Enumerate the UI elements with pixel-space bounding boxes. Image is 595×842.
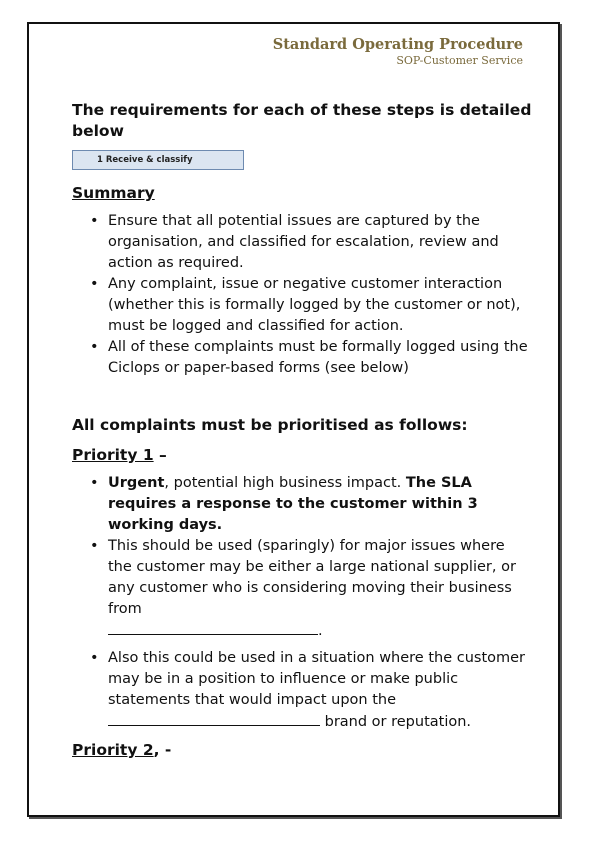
header-subtitle: SOP-Customer Service [396, 54, 523, 67]
priority1-label: Priority 1 [72, 446, 154, 464]
summary-list [90, 211, 530, 379]
priority1-bullet3-text: Also this could be used in a situation where the customer may be in a position to influence or make public statements that would impact upon the [108, 650, 526, 708]
priority2-heading [72, 740, 532, 760]
priority2-label: Priority 2 [72, 741, 154, 759]
priority1-bullet2-text: This should be used (sparingly) for major issues where the customer may be either a large national supplier, or any customer who is considering moving their business from [108, 538, 516, 617]
summary-item-text: Any complaint, issue or negative customer interaction (whether this is formally logged by the customer or not), must be logged and classified for action. [108, 276, 521, 334]
priority1-bullet2-end: . [318, 623, 323, 639]
list-item [90, 211, 530, 274]
priority1-list [90, 473, 530, 733]
summary-heading: Summary [72, 184, 155, 202]
list-item [90, 473, 530, 536]
fill-in-blank[interactable] [108, 620, 318, 635]
list-item [90, 337, 530, 379]
list-item [90, 274, 530, 337]
priority2-suffix: , - [153, 741, 172, 759]
urgent-label: Urgent [108, 475, 165, 491]
sla-statement: The SLA requires a response to the customer within 3 working days. [108, 475, 478, 533]
priority1-heading [72, 445, 532, 465]
priority1-bullet3-end: brand or reputation. [320, 714, 472, 730]
bullet-icon: • [90, 276, 99, 292]
document-header [273, 36, 523, 68]
fill-in-blank[interactable] [108, 711, 320, 726]
list-item [90, 648, 530, 733]
header-title: Standard Operating Procedure [272, 36, 523, 53]
intro-heading: The requirements for each of these steps is detailed below [72, 101, 532, 140]
summary-item-text: Ensure that all potential issues are captured by the organisation, and classified for escalation, review and action as required. [108, 213, 499, 271]
bullet-icon: • [90, 213, 99, 229]
bullet-icon: • [90, 475, 99, 491]
bullet-icon: • [90, 339, 99, 355]
priority1-bullet1-text: , potential high business impact. [164, 475, 406, 491]
summary-item-text: All of these complaints must be formally logged using the Ciclops or paper-based forms (see below) [108, 339, 528, 376]
bullet-icon: • [90, 538, 99, 554]
bullet-icon: • [90, 650, 99, 666]
complaints-heading: All complaints must be prioritised as follows: [72, 416, 468, 434]
step-box-receive-classify: 1 Receive & classify [72, 150, 244, 170]
priority1-suffix: – [153, 446, 167, 464]
list-item [90, 536, 530, 642]
